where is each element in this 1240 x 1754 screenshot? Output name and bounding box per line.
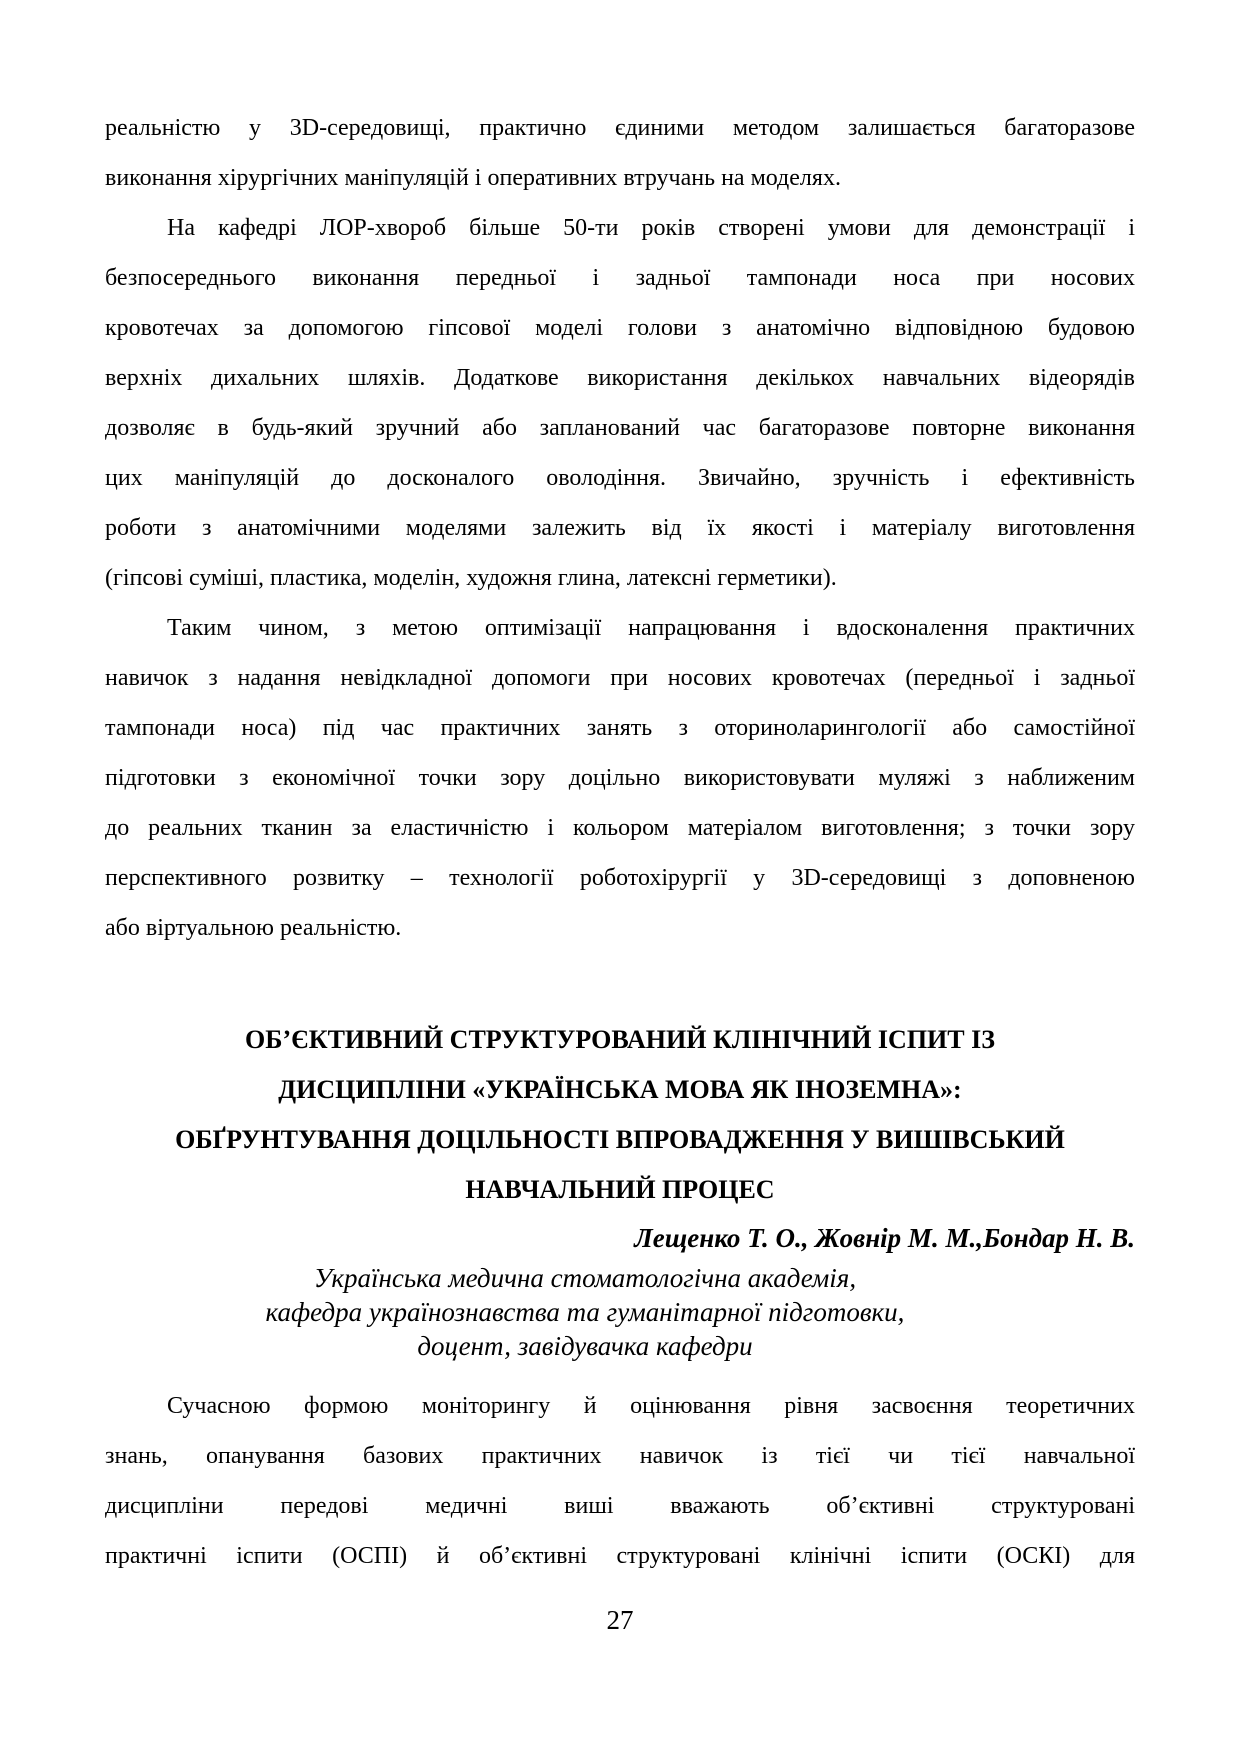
body-paragraph-lor-department (105, 203, 1135, 603)
text-line: НАВЧАЛЬНИЙ ПРОЦЕС (465, 1175, 775, 1204)
page-number: 27 (606, 1605, 634, 1635)
text-line: кафедра українознавства та гуманітарної підготовки, (265, 1297, 905, 1327)
article-authors: Лещенко Т. О., Жовнір М. М.,Бондар Н. В. (634, 1223, 1135, 1253)
text-line: безпосереднього виконання передньої і задньої тампонади носа при носових (105, 265, 1135, 291)
text-line: (гіпсові суміші, пластика, моделін, художня глина, латексні герметики). (105, 565, 837, 591)
text-line: дисципліни передові медичні виші вважають об’єктивні структуровані (105, 1493, 1135, 1519)
text-line: доцент, завідувачка кафедри (417, 1331, 753, 1361)
text-line: дозволяє в будь-який зручний або запланований час багаторазове повторне виконання (105, 415, 1135, 441)
text-line: верхніх дихальних шляхів. Додаткове використання декількох навчальних відеорядів (105, 365, 1135, 391)
text-line: перспективного розвитку – технології роботохірургії у 3D-середовищі з доповненою (105, 865, 1135, 891)
text-line: цих маніпуляцій до досконалого оволодіння. Звичайно, зручність і ефективність (105, 465, 1135, 491)
text-line: Таким чином, з метою оптимізації напрацювання і вдосконалення практичних (167, 615, 1135, 641)
body-paragraph-continuation (105, 103, 1135, 203)
text-line: знань, опанування базових практичних навичок із тієї чи тієї навчальної (105, 1443, 1135, 1469)
text-line: виконання хірургічних маніпуляцій і оперативних втручань на моделях. (105, 165, 841, 191)
body-paragraph-conclusion (105, 603, 1135, 953)
article-intro-paragraph (105, 1381, 1135, 1581)
text-line: На кафедрі ЛОР-хвороб більше 50-ти років створені умови для демонстрації і (167, 215, 1135, 241)
text-line: кровотечах за допомогою гіпсової моделі голови з анатомічно відповідною будовою (105, 315, 1135, 341)
article-affiliation (105, 1261, 1135, 1363)
text-line: тампонади носа) під час практичних занять з оториноларингології або самостійної (105, 715, 1135, 741)
text-line: ДИСЦИПЛІНИ «УКРАЇНСЬКА МОВА ЯК ІНОЗЕМНА»: (278, 1075, 962, 1104)
text-line: роботи з анатомічними моделями залежить від їх якості і матеріалу виготовлення (105, 515, 1135, 541)
text-line: ОБҐРУНТУВАННЯ ДОЦІЛЬНОСТІ ВПРОВАДЖЕННЯ У ВИШІВСЬКИЙ (175, 1125, 1065, 1154)
text-line: Сучасною формою моніторингу й оцінювання рівня засвоєння теоретичних (167, 1393, 1135, 1419)
text-line: підготовки з економічної точки зору доцільно використовувати муляжі з наближеним (105, 765, 1135, 791)
text-line: реальністю у 3D-середовищі, практично єдиними методом залишається багаторазове (105, 115, 1135, 141)
text-line: ОБ’ЄКТИВНИЙ СТРУКТУРОВАНИЙ КЛІНІЧНИЙ ІСПИТ ІЗ (245, 1025, 995, 1054)
text-line: або віртуальною реальністю. (105, 915, 402, 941)
text-line: навичок з надання невідкладної допомоги при носових кровотечах (передньої і задньої (105, 665, 1135, 691)
article-title (105, 1015, 1135, 1215)
text-line: до реальних тканин за еластичністю і кольором матеріалом виготовлення; з точки зору (105, 815, 1135, 841)
text-line: практичні іспити (ОСПІ) й об’єктивні структуровані клінічні іспити (ОСКІ) для (105, 1543, 1135, 1569)
text-line: Українська медична стоматологічна академія, (313, 1263, 857, 1293)
